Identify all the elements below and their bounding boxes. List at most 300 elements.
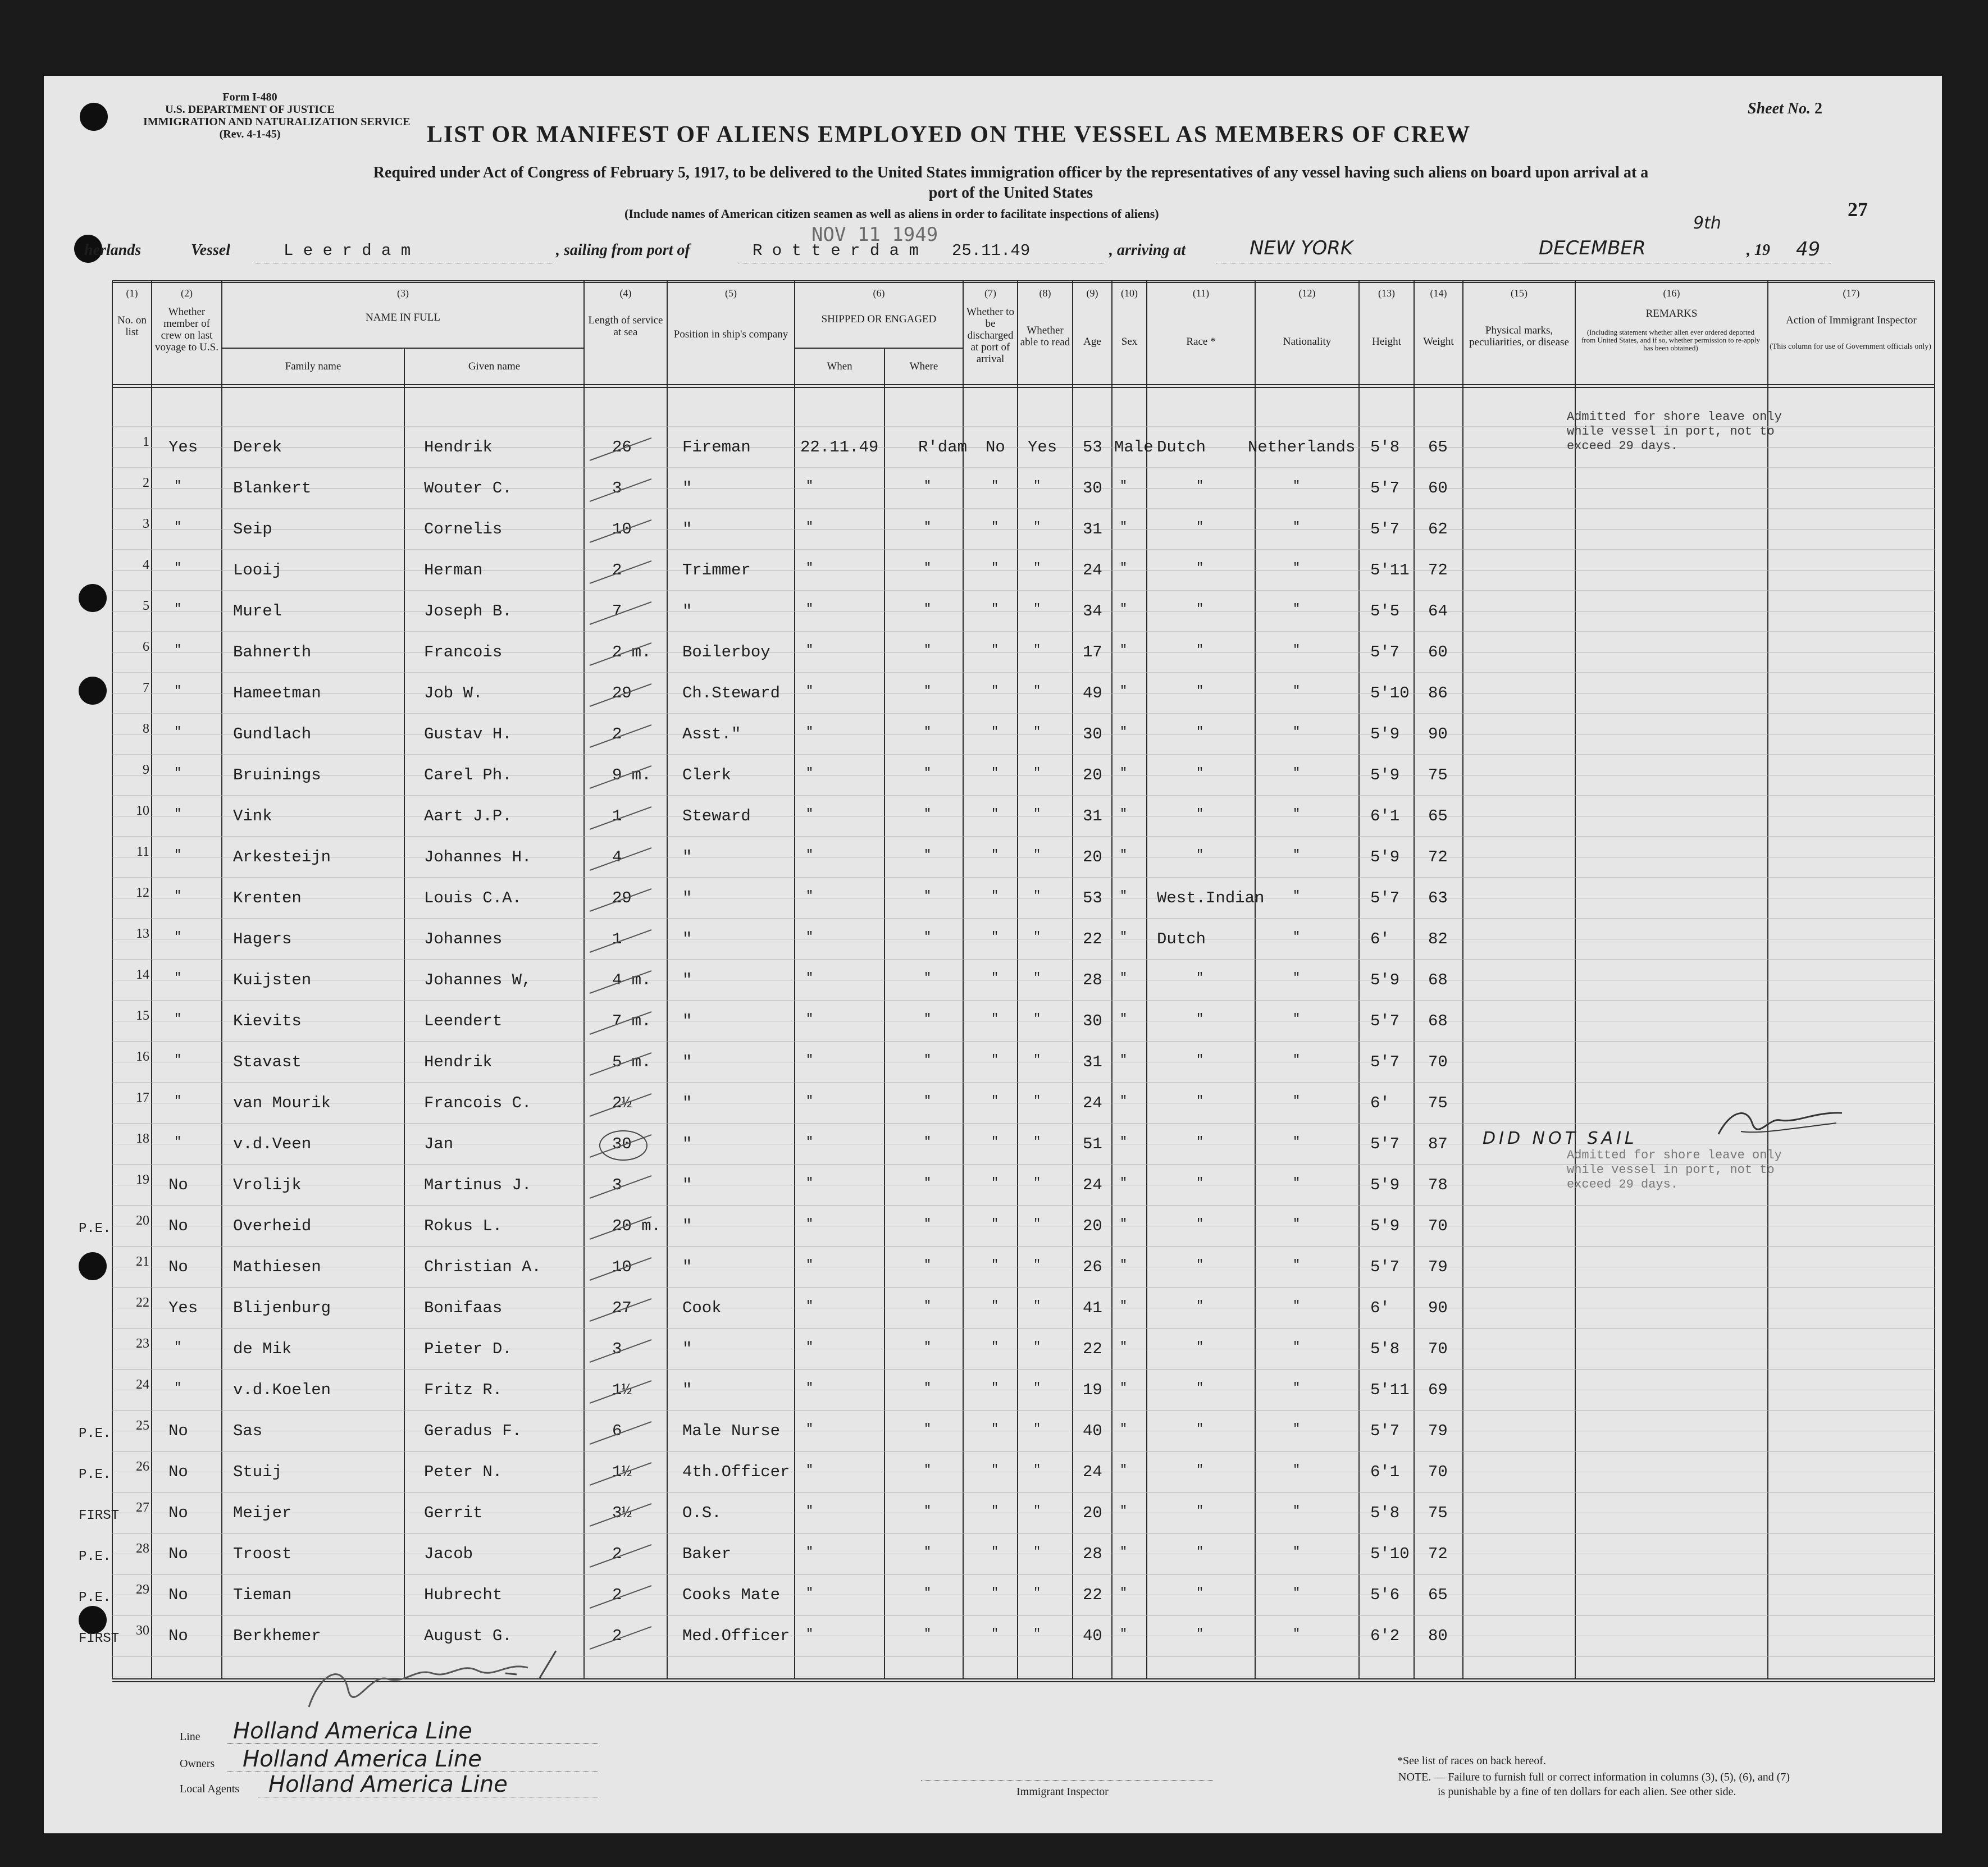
cell-age: 41 — [1083, 1299, 1102, 1317]
row-number: 28 — [136, 1541, 149, 1556]
column-number: (9) — [1086, 287, 1098, 299]
cell-sex: " — [1120, 602, 1128, 616]
cell-height: 6' — [1370, 1094, 1390, 1112]
cell-age: 40 — [1083, 1627, 1102, 1645]
cell-service: 6 — [612, 1422, 622, 1440]
cell-nationality: " — [1293, 1094, 1301, 1108]
cell-race: " — [1196, 643, 1204, 657]
cell-read: " — [1033, 1299, 1041, 1313]
cell-position: Clerk — [682, 766, 732, 784]
column-number: (3) — [397, 287, 409, 299]
cell-race: " — [1196, 1012, 1204, 1026]
cell-where: " — [924, 1053, 932, 1067]
cell-position: Cooks Mate — [682, 1586, 781, 1604]
cell-sex: " — [1120, 1545, 1128, 1559]
year-prefix: , 19 — [1747, 241, 1770, 259]
cell-weight: 69 — [1428, 1381, 1448, 1399]
sheet-number: 2 — [1814, 100, 1822, 117]
row-number: 18 — [136, 1131, 149, 1146]
cell-discharge: " — [991, 1217, 999, 1231]
cell-read: " — [1033, 1176, 1041, 1190]
cell-nationality: " — [1293, 684, 1301, 698]
cell-position: " — [682, 848, 692, 866]
cell-weight: 80 — [1428, 1627, 1448, 1645]
cell-race: " — [1196, 971, 1204, 985]
row-number: 5 — [143, 599, 149, 613]
cell-age: 22 — [1083, 930, 1102, 948]
cell-family: Overheid — [233, 1217, 312, 1235]
cell-given: Louis C.A. — [424, 889, 522, 907]
cell-age: 22 — [1083, 1586, 1102, 1604]
cell-discharge: " — [991, 1627, 999, 1641]
cell-service: 29 — [612, 684, 632, 702]
remark-line: while vessel in port, not to — [1567, 424, 1775, 439]
cell-service: 4 — [612, 848, 622, 866]
cell-nationality: " — [1293, 602, 1301, 616]
cell-discharge: " — [991, 520, 999, 534]
cell-height: 5'10 — [1370, 684, 1410, 702]
cell-height: 5'7 — [1370, 520, 1400, 538]
cell-prev: No — [168, 1504, 188, 1522]
owners-value: Holland America Line — [243, 1746, 482, 1772]
cell-position: " — [682, 520, 692, 538]
cell-height: 5'7 — [1370, 479, 1400, 497]
cell-given: Fritz R. — [424, 1381, 503, 1399]
row-number: 20 — [136, 1213, 149, 1228]
cell-nationality: " — [1293, 1135, 1301, 1149]
cell-where: " — [924, 1012, 932, 1026]
cell-discharge: " — [991, 1463, 999, 1477]
cell-race: " — [1196, 561, 1204, 575]
cell-weight: 60 — [1428, 479, 1448, 497]
remark-did-not-sail: DID NOT SAIL — [1483, 1129, 1638, 1148]
cell-nationality: " — [1293, 1422, 1301, 1436]
cell-age: 34 — [1083, 602, 1102, 620]
cell-prev: No — [168, 1258, 188, 1276]
cell-read: " — [1033, 1463, 1041, 1477]
cell-height: 5'7 — [1370, 1422, 1400, 1440]
cell-sex: " — [1120, 1340, 1128, 1354]
cell-read: " — [1033, 1217, 1041, 1231]
cell-where: " — [924, 1176, 932, 1190]
cell-sex: " — [1120, 1586, 1128, 1600]
cell-given: Johannes H. — [424, 848, 532, 866]
sailing-label: , sailing from port of — [556, 241, 690, 259]
vessel-prefix: herlands — [84, 241, 142, 259]
cell-read: " — [1033, 889, 1041, 903]
column-label: Whether able to read — [1020, 325, 1070, 348]
department: U.S. DEPARTMENT OF JUSTICE — [165, 103, 335, 116]
cell-prev: " — [174, 561, 182, 575]
cell-family: Vrolijk — [233, 1176, 302, 1194]
cell-height: 5'9 — [1370, 971, 1400, 989]
cell-nationality: " — [1293, 1627, 1301, 1641]
cell-read: " — [1033, 1340, 1041, 1354]
margin-note: P.E. — [79, 1467, 111, 1482]
cell-weight: 79 — [1428, 1422, 1448, 1440]
cell-read: " — [1033, 561, 1041, 575]
cell-prev: " — [174, 643, 182, 657]
cell-age: 31 — [1083, 1053, 1102, 1071]
cell-sex: " — [1120, 848, 1128, 862]
cell-sex: " — [1120, 643, 1128, 657]
cell-where: " — [924, 1135, 932, 1149]
cell-discharge: " — [991, 1545, 999, 1559]
cell-nationality: " — [1293, 1504, 1301, 1518]
row-number: 16 — [136, 1049, 149, 1064]
cell-age: 49 — [1083, 684, 1102, 702]
column-label: Action of Immigrant Inspector — [1786, 314, 1917, 326]
cell-where: " — [924, 561, 932, 575]
cell-discharge: " — [991, 971, 999, 985]
cell-when: " — [806, 1586, 814, 1600]
margin-note: P.E. — [79, 1426, 111, 1441]
cell-discharge: " — [991, 1299, 999, 1313]
arrival-port: NEW YORK — [1250, 237, 1353, 259]
row-number: 7 — [143, 681, 149, 695]
cell-family: Bruinings — [233, 766, 321, 784]
cell-service: 20 m. — [612, 1217, 662, 1235]
column-label: Nationality — [1283, 336, 1332, 348]
cell-service: 7 m. — [612, 1012, 651, 1030]
cell-when: " — [806, 1258, 814, 1272]
cell-family: Stavast — [233, 1053, 302, 1071]
cell-height: 5'7 — [1370, 889, 1400, 907]
row-number: 13 — [136, 926, 149, 941]
cell-age: 17 — [1083, 643, 1102, 661]
cell-read: " — [1033, 684, 1041, 698]
cell-height: 5'11 — [1370, 1381, 1410, 1399]
cell-service: 26 — [612, 438, 632, 457]
cell-prev: " — [174, 725, 182, 739]
cell-when: " — [806, 725, 814, 739]
cell-given: Herman — [424, 561, 483, 579]
cell-discharge: " — [991, 479, 999, 493]
row-number: 4 — [143, 558, 149, 572]
cell-read: " — [1033, 1094, 1041, 1108]
cell-age: 24 — [1083, 1463, 1102, 1481]
cell-read: " — [1033, 602, 1041, 616]
cell-nationality: " — [1293, 848, 1301, 862]
cell-height: 5'5 — [1370, 602, 1400, 620]
cell-when: " — [806, 1545, 814, 1559]
cell-nationality: " — [1293, 1053, 1301, 1067]
cell-when: " — [806, 561, 814, 575]
cell-family: Vink — [233, 807, 272, 825]
column-label: Age — [1083, 336, 1101, 348]
cell-service: 1 — [612, 930, 622, 948]
cell-family: Blankert — [233, 479, 312, 497]
cell-service: 2 — [612, 725, 622, 743]
cell-height: 5'8 — [1370, 1504, 1400, 1522]
cell-age: 31 — [1083, 520, 1102, 538]
cell-where: " — [924, 520, 932, 534]
cell-family: Bahnerth — [233, 643, 312, 661]
row-number: 29 — [136, 1582, 149, 1597]
cell-when: " — [806, 807, 814, 821]
cell-family: Krenten — [233, 889, 302, 907]
cell-given: Jacob — [424, 1545, 473, 1563]
cell-position: Fireman — [682, 438, 751, 457]
agents-label: Local Agents — [180, 1783, 240, 1795]
remark-line: Admitted for shore leave only — [1567, 1148, 1782, 1162]
cell-sex: " — [1120, 1217, 1128, 1231]
cell-given: Peter N. — [424, 1463, 503, 1481]
cell-weight: 87 — [1428, 1135, 1448, 1153]
penalty-note-line-2: is punishable by a fine of ten dollars for each alien. See other side. — [1438, 1786, 1736, 1798]
cell-when: " — [806, 1381, 814, 1395]
cell-position: O.S. — [682, 1504, 722, 1522]
cell-given: Francois C. — [424, 1094, 532, 1112]
cell-service: 5 m. — [612, 1053, 651, 1071]
cell-where: " — [924, 1340, 932, 1354]
cell-sex: " — [1120, 1258, 1128, 1272]
cell-position: " — [682, 1135, 692, 1153]
cell-race: " — [1196, 1299, 1204, 1313]
arrival-day: 9th — [1693, 213, 1721, 233]
revision: (Rev. 4-1-45) — [219, 128, 281, 140]
cell-given: Hendrik — [424, 1053, 493, 1071]
arrival-month: DECEMBER — [1539, 237, 1646, 259]
cell-discharge: " — [991, 1258, 999, 1272]
column-number: (13) — [1378, 287, 1395, 299]
column-number: (4) — [619, 287, 632, 299]
cell-age: 20 — [1083, 1217, 1102, 1235]
row-number: 30 — [136, 1623, 149, 1638]
cell-nationality: " — [1293, 643, 1301, 657]
cell-discharge: " — [991, 684, 999, 698]
cell-read: " — [1033, 848, 1041, 862]
cell-discharge: No — [986, 438, 1005, 457]
cell-given: Martinus J. — [424, 1176, 532, 1194]
cell-position: Med.Officer — [682, 1627, 790, 1645]
cell-family: Derek — [233, 438, 282, 457]
cell-family: Sas — [233, 1422, 263, 1440]
cell-when: " — [806, 1217, 814, 1231]
cell-read: " — [1033, 1504, 1041, 1518]
row-number: 2 — [143, 476, 149, 490]
cell-nationality: " — [1293, 971, 1301, 985]
cell-discharge: " — [991, 1504, 999, 1518]
cell-race: " — [1196, 602, 1204, 616]
service: IMMIGRATION AND NATURALIZATION SERVICE — [143, 116, 411, 128]
cell-weight: 86 — [1428, 684, 1448, 702]
row-number: 23 — [136, 1336, 149, 1351]
cell-discharge: " — [991, 1094, 999, 1108]
cell-position: " — [682, 1340, 692, 1358]
cell-where: " — [924, 1422, 932, 1436]
cell-nationality: Netherlands — [1248, 438, 1356, 457]
cell-when: " — [806, 1053, 814, 1067]
cell-age: 24 — [1083, 561, 1102, 579]
when-header: When — [827, 360, 852, 372]
cell-when: " — [806, 1340, 814, 1354]
cell-read: Yes — [1028, 438, 1057, 457]
cell-given: Christian A. — [424, 1258, 541, 1276]
cell-where: " — [924, 1299, 932, 1313]
cell-given: Jan — [424, 1135, 454, 1153]
cell-weight: 75 — [1428, 766, 1448, 784]
cell-given: Johannes W, — [424, 971, 532, 989]
column-number: (16) — [1663, 287, 1680, 299]
row-number: 24 — [136, 1377, 149, 1392]
column-number: (14) — [1430, 287, 1447, 299]
column-number: (5) — [725, 287, 737, 299]
cell-height: 5'6 — [1370, 1586, 1400, 1604]
cell-height: 5'9 — [1370, 1217, 1400, 1235]
cell-age: 30 — [1083, 1012, 1102, 1030]
cell-where: " — [924, 1586, 932, 1600]
cell-age: 30 — [1083, 479, 1102, 497]
cell-nationality: " — [1293, 1381, 1301, 1395]
cell-nationality: " — [1293, 1340, 1301, 1354]
cell-discharge: " — [991, 725, 999, 739]
cell-where: " — [924, 479, 932, 493]
cell-when: " — [806, 1504, 814, 1518]
cell-height: 6'1 — [1370, 807, 1400, 825]
cell-family: Troost — [233, 1545, 292, 1563]
subtitle-note: (Include names of American citizen seamen as well as aliens in order to facilitate inspections of aliens) — [624, 207, 1159, 221]
cell-weight: 65 — [1428, 1586, 1448, 1604]
margin-note: P.E. — [79, 1590, 111, 1605]
cell-when: " — [806, 684, 814, 698]
cell-discharge: " — [991, 1422, 999, 1436]
cell-weight: 75 — [1428, 1504, 1448, 1522]
column-number: (12) — [1298, 287, 1316, 299]
cell-discharge: " — [991, 1053, 999, 1067]
cell-nationality: " — [1293, 807, 1301, 821]
cell-sex: " — [1120, 1504, 1128, 1518]
cell-service: 3½ — [612, 1504, 632, 1522]
cell-sex: " — [1120, 520, 1128, 534]
cell-weight: 70 — [1428, 1053, 1448, 1071]
cell-read: " — [1033, 479, 1041, 493]
row-number: 25 — [136, 1418, 149, 1433]
cell-nationality: " — [1293, 1463, 1301, 1477]
cell-prev: No — [168, 1217, 188, 1235]
cell-discharge: " — [991, 643, 999, 657]
cell-read: " — [1033, 1545, 1041, 1559]
cell-discharge: " — [991, 807, 999, 821]
cell-when: " — [806, 1299, 814, 1313]
cell-family: Blijenburg — [233, 1299, 331, 1317]
row-number: 15 — [136, 1008, 149, 1023]
cell-weight: 90 — [1428, 1299, 1448, 1317]
cell-where: " — [924, 1381, 932, 1395]
cell-where: " — [924, 725, 932, 739]
cell-sex: " — [1120, 889, 1128, 903]
cell-weight: 72 — [1428, 561, 1448, 579]
cell-position: Ch.Steward — [682, 684, 781, 702]
cell-race: Dutch — [1157, 930, 1206, 948]
cell-service: 9 m. — [612, 766, 651, 784]
cell-discharge: " — [991, 1176, 999, 1190]
cell-given: Francois — [424, 643, 503, 661]
column-number: (8) — [1039, 287, 1051, 299]
cell-position: Asst." — [682, 725, 741, 743]
remark-line: exceed 29 days. — [1567, 1177, 1679, 1192]
row-number: 8 — [143, 722, 149, 736]
cell-height: 5'9 — [1370, 725, 1400, 743]
cell-given: Gustav H. — [424, 725, 512, 743]
cell-sex: " — [1120, 561, 1128, 575]
cell-weight: 70 — [1428, 1217, 1448, 1235]
cell-family: Hameetman — [233, 684, 321, 702]
cell-age: 40 — [1083, 1422, 1102, 1440]
cell-nationality: " — [1293, 520, 1301, 534]
cell-position: " — [682, 1176, 692, 1194]
cell-age: 53 — [1083, 889, 1102, 907]
cell-when: " — [806, 1422, 814, 1436]
cell-age: 20 — [1083, 766, 1102, 784]
cell-height: 6' — [1370, 1299, 1390, 1317]
cell-service: 3 — [612, 479, 622, 497]
row-number: 27 — [136, 1500, 149, 1515]
row-number: 6 — [143, 640, 149, 654]
cell-position: Trimmer — [682, 561, 751, 579]
column-number: (7) — [984, 287, 996, 299]
cell-prev: " — [174, 889, 182, 903]
cell-prev: No — [168, 1545, 188, 1563]
cell-prev: " — [174, 848, 182, 862]
cell-sex: " — [1120, 1012, 1128, 1026]
cell-when: " — [806, 643, 814, 657]
cell-position: " — [682, 602, 692, 620]
cell-read: " — [1033, 643, 1041, 657]
cell-given: Pieter D. — [424, 1340, 512, 1358]
column-label: Race * — [1186, 336, 1216, 348]
inspector-note: (This column for use of Government officials only) — [1770, 343, 1931, 351]
sheet-label-text: Sheet No. — [1748, 100, 1811, 117]
cell-position: Cook — [682, 1299, 722, 1317]
cell-height: 6'2 — [1370, 1627, 1400, 1645]
margin-note: P.E. — [79, 1549, 111, 1564]
column-number: (6) — [873, 287, 885, 299]
received-stamp: NOV 11 1949 — [811, 223, 938, 246]
cell-race: " — [1196, 1463, 1204, 1477]
cell-nationality: " — [1293, 889, 1301, 903]
cell-weight: 72 — [1428, 1545, 1448, 1563]
remark-line: while vessel in port, not to — [1567, 1163, 1775, 1177]
cell-where: " — [924, 848, 932, 862]
cell-family: Seip — [233, 520, 272, 538]
cell-given: Hubrecht — [424, 1586, 503, 1604]
cell-when: 22.11.49 — [800, 438, 879, 457]
cell-age: 28 — [1083, 1545, 1102, 1563]
cell-weight: 70 — [1428, 1340, 1448, 1358]
cell-weight: 60 — [1428, 643, 1448, 661]
owners-label: Owners — [180, 1758, 215, 1770]
cell-given: Cornelis — [424, 520, 503, 538]
cell-service: 7 — [612, 602, 622, 620]
cell-family: Hagers — [233, 930, 292, 948]
cell-age: 28 — [1083, 971, 1102, 989]
cell-sex: " — [1120, 930, 1128, 944]
cell-age: 30 — [1083, 725, 1102, 743]
cell-nationality: " — [1293, 725, 1301, 739]
cell-family: Kievits — [233, 1012, 302, 1030]
row-number: 1 — [143, 435, 149, 449]
cell-service: 2 m. — [612, 643, 651, 661]
cell-discharge: " — [991, 889, 999, 903]
cell-family: Tieman — [233, 1586, 292, 1604]
cell-weight: 63 — [1428, 889, 1448, 907]
cell-discharge: " — [991, 930, 999, 944]
cell-nationality: " — [1293, 1012, 1301, 1026]
cell-prev: " — [174, 1053, 182, 1067]
margin-note: P.E. — [79, 1221, 111, 1236]
cell-age: 26 — [1083, 1258, 1102, 1276]
